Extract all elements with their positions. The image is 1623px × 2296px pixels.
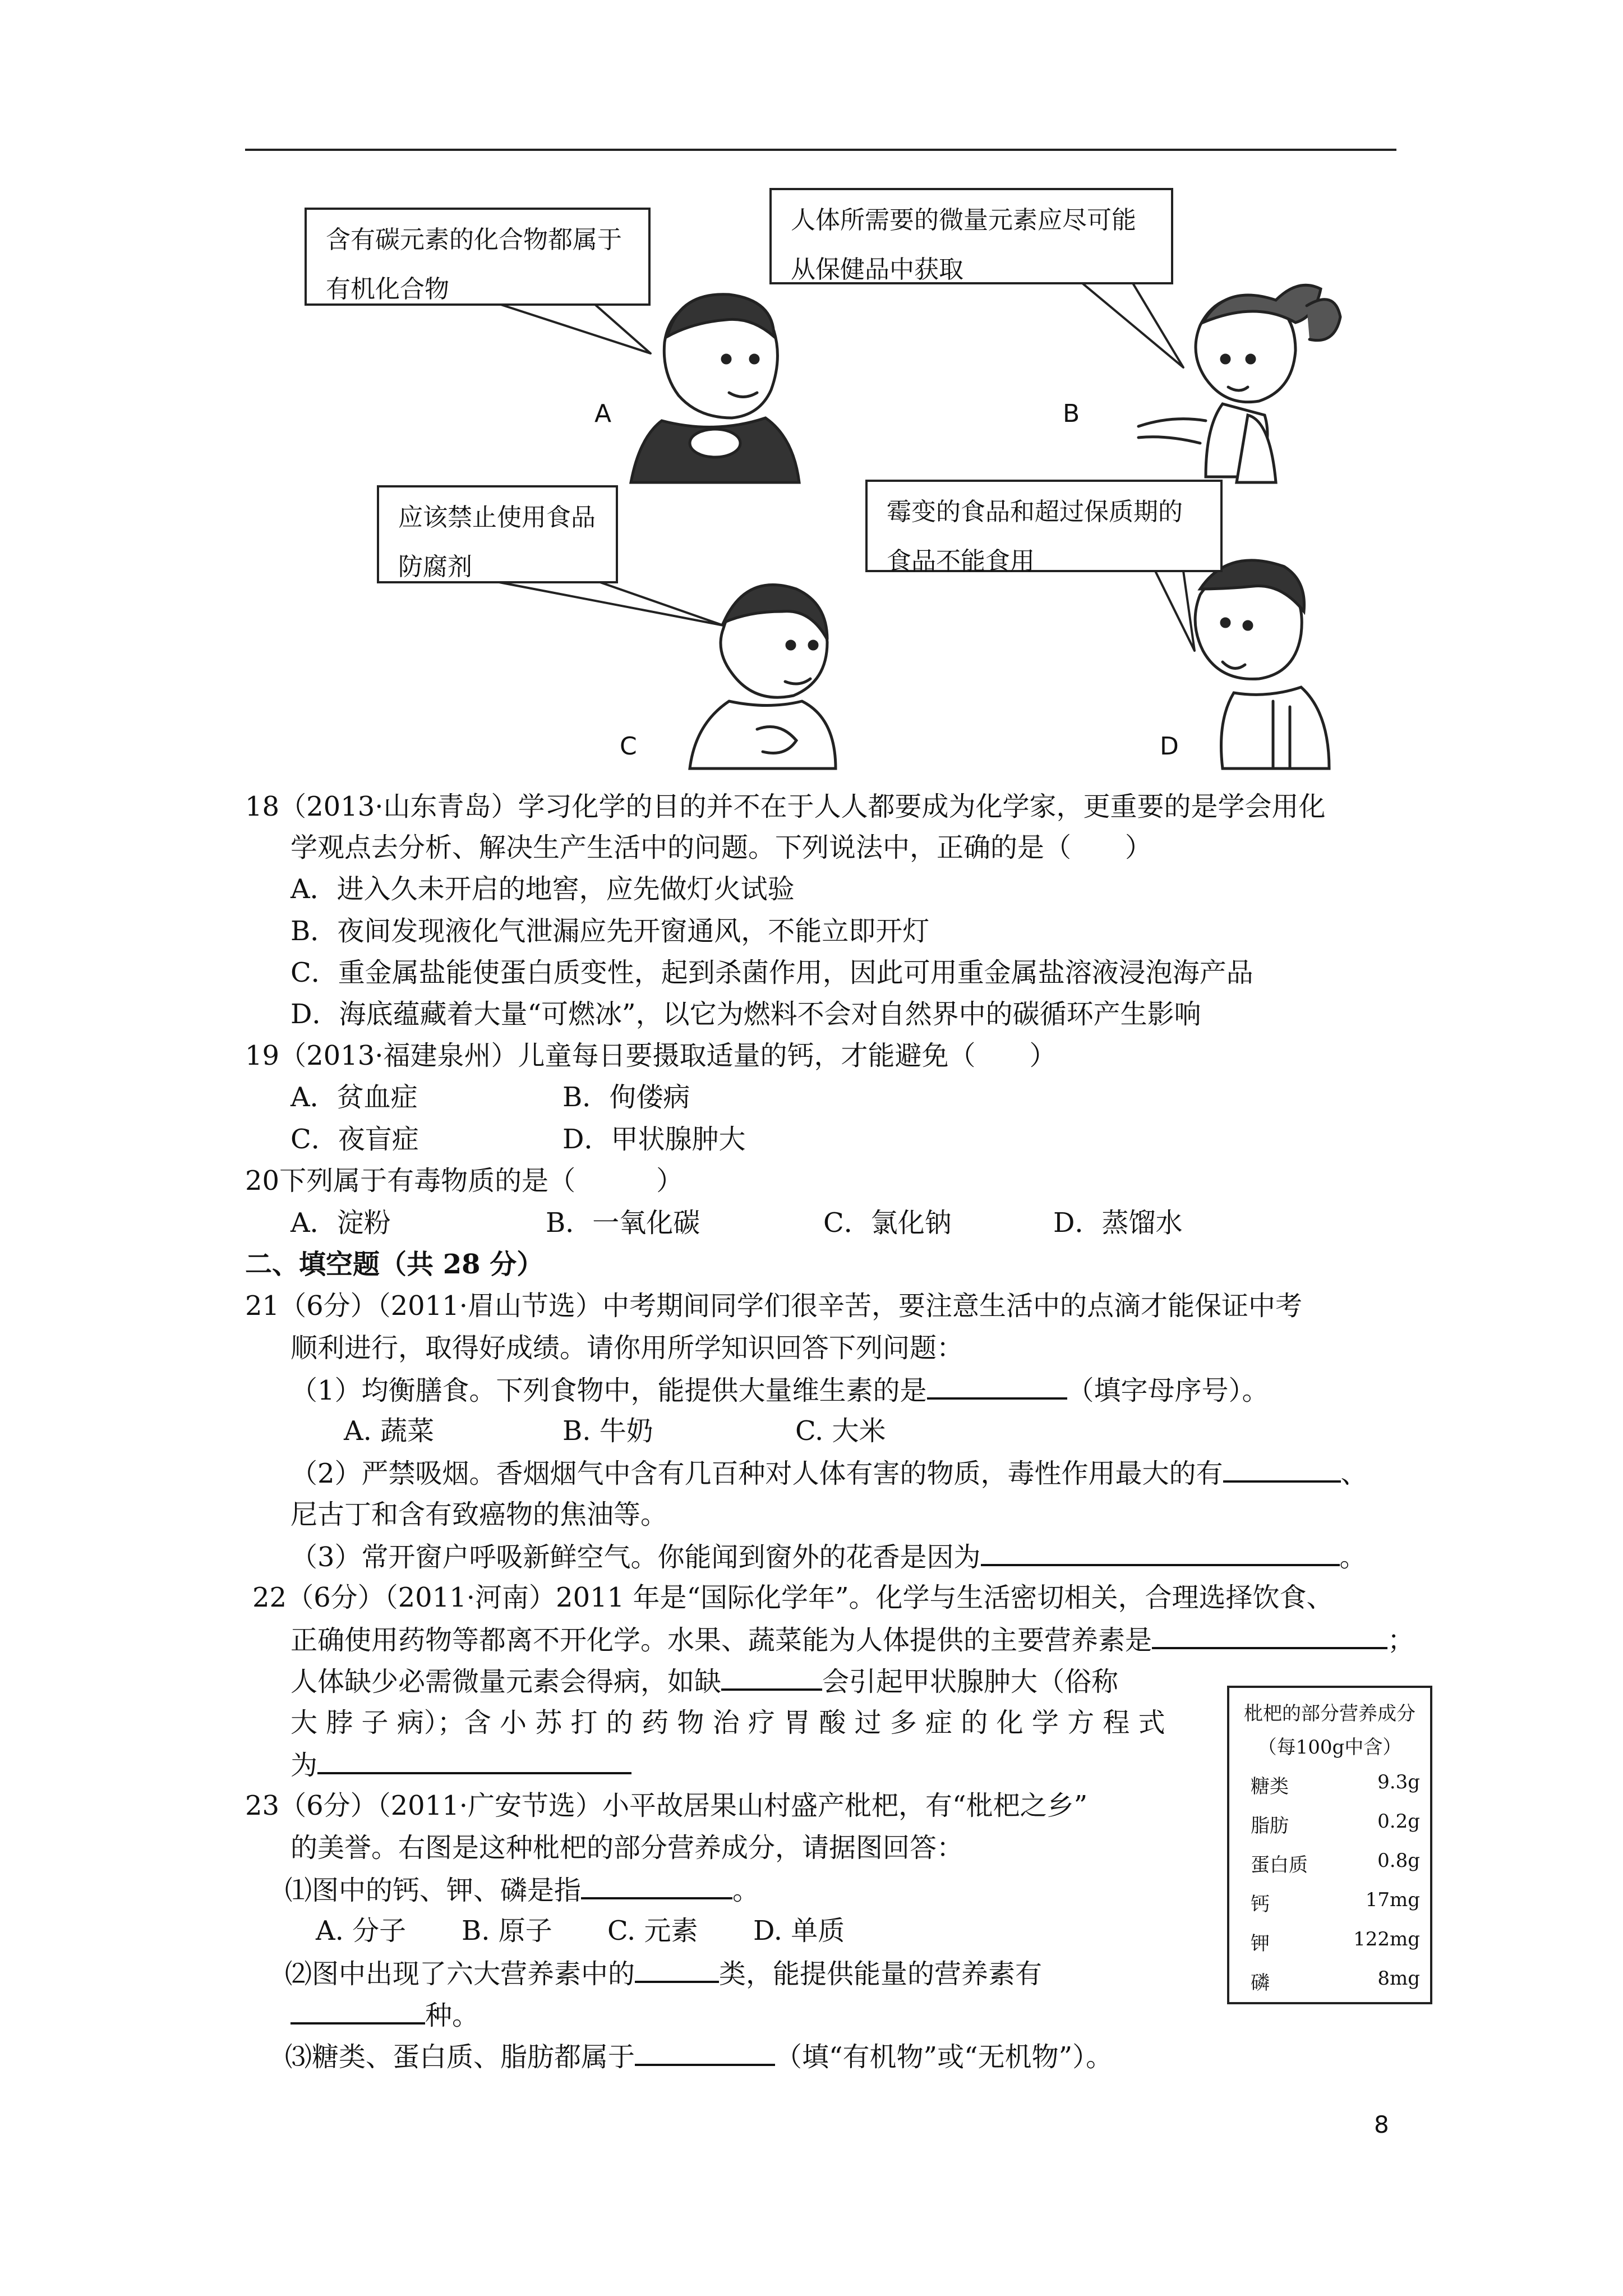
bubble-text: 防腐剂 xyxy=(398,553,472,581)
bubble-text: 人体所需要的微量元素应尽可能 xyxy=(791,206,1136,234)
q22-line-1: 22（6分）（2011·河南）2011 年是“国际化学年”。化学与生活密切相关，合理选择饮食、 xyxy=(252,1582,1334,1613)
q21-blank-1[interactable] xyxy=(927,1373,1067,1400)
q23-blank-4[interactable] xyxy=(635,2039,775,2066)
speech-bubble-a xyxy=(305,208,651,306)
q21-option-b: B. 牛奶 xyxy=(562,1415,653,1447)
q23-blank-2[interactable] xyxy=(635,1956,719,1983)
q21-part-1-text: （1）均衡膳食。下列食物中，能提供大量维生素的是 xyxy=(291,1375,927,1406)
q21-option-c: C. 大米 xyxy=(795,1415,886,1447)
speech-bubble-c xyxy=(377,485,618,583)
page-number: 8 xyxy=(1374,2111,1389,2138)
nutrient-value: 17mg xyxy=(1365,1889,1420,1911)
q22-line-5 xyxy=(291,1747,631,1782)
q20-option-c: C．氯化钠 xyxy=(823,1207,952,1239)
nutrient-name: 脂肪 xyxy=(1251,1815,1289,1837)
nutrient-name: 钾 xyxy=(1251,1932,1270,1955)
q20-stem: 20下列属于有毒物质的是（ ） xyxy=(245,1165,684,1197)
q23-part-2-cont-text: 种。 xyxy=(425,2000,479,2031)
q23-part-2-tail: 类，能提供能量的营养素有 xyxy=(719,1958,1043,1990)
q21-part-1-tail: （填字母序号）。 xyxy=(1067,1375,1269,1406)
q23-part-2 xyxy=(285,1956,1042,1991)
q23-part-3 xyxy=(285,2039,1113,2074)
q21-blank-2[interactable] xyxy=(1223,1456,1341,1483)
q22-line-2 xyxy=(291,1622,1414,1657)
figure-b-icon xyxy=(1138,285,1340,482)
bubble-tail-b xyxy=(1082,283,1183,367)
q21-part-2-text: （2）严禁吸烟。香烟烟气中含有几百种对人体有害的物质，毒性作用最大的有 xyxy=(291,1458,1223,1489)
q23-blank-3[interactable] xyxy=(291,1998,425,2024)
q21-option-a: A. 蔬菜 xyxy=(344,1415,435,1447)
q22-line-2-text: 正确使用药物等都离不开化学。水果、蔬菜能为人体提供的主要营养素是 xyxy=(291,1625,1152,1656)
figure-a-icon xyxy=(631,295,799,482)
nutrient-value: 0.8g xyxy=(1377,1849,1420,1872)
nutrient-name: 钙 xyxy=(1251,1893,1270,1916)
nutrient-name: 糖类 xyxy=(1251,1775,1289,1798)
q21-part-3 xyxy=(291,1539,1367,1574)
bubble-text: 从保健品中获取 xyxy=(791,255,963,284)
label-b: B xyxy=(1063,399,1080,428)
q19-option-c: C．夜盲症 xyxy=(291,1124,419,1155)
q19-option-b: B．佝偻病 xyxy=(562,1082,690,1113)
nutrition-row xyxy=(1251,1849,1420,1878)
bubble-text: 含有碳元素的化合物都属于 xyxy=(326,226,622,254)
q20-option-b: B．一氧化碳 xyxy=(546,1207,700,1239)
q19-stem: 19（2013·福建泉州）儿童每日要摄取适量的钙，才能避免（ ） xyxy=(245,1040,1057,1071)
q23-line-1: 23（6分）（2011·广安节选）小平故居果山村盛产枇杷，有“枇杷之乡” xyxy=(245,1790,1088,1821)
q18-option-b: B．夜间发现液化气泄漏应先开窗通风，不能立即开灯 xyxy=(291,915,930,947)
label-d: D xyxy=(1160,732,1179,761)
q23-part-2-text: ⑵图中出现了六大营养素中的 xyxy=(285,1958,635,1990)
bubble-text: 应该禁止使用食品 xyxy=(398,503,596,532)
q20-option-d: D．蒸馏水 xyxy=(1053,1207,1183,1239)
q21-part-3-tail: 。 xyxy=(1339,1542,1367,1573)
q21-blank-3[interactable] xyxy=(981,1539,1340,1566)
nutrition-row xyxy=(1251,1889,1420,1917)
figure-c-icon xyxy=(690,585,836,769)
q18-option-c: C．重金属盐能使蛋白质变性，起到杀菌作用，因此可用重金属盐溶液浸泡海产品 xyxy=(291,957,1253,988)
q21-part-2-cont: 尼古丁和含有致癌物的焦油等。 xyxy=(291,1499,668,1530)
bubble-text: 食品不能食用 xyxy=(887,547,1035,576)
nutrition-table-title: 枇杷的部分营养成分 xyxy=(1244,1703,1415,1725)
q22-blank-3[interactable] xyxy=(317,1747,631,1774)
nutrition-table xyxy=(1227,1686,1432,2004)
q22-line-4: 大 脖 子 病）；含 小 苏 打 的 药 物 治 疗 胃 酸 过 多 症 的 化 学 方 程 式 xyxy=(291,1707,1165,1738)
figure-d-icon xyxy=(1195,560,1329,769)
q23-blank-1[interactable] xyxy=(581,1872,732,1899)
q22-line-3 xyxy=(291,1664,1118,1699)
nutrition-row xyxy=(1251,1967,1420,1995)
q18-stem-1: 18（2013·山东青岛）学习化学的目的并不在于人人都要成为化学家，更重要的是学会用化 xyxy=(245,791,1326,822)
q20-option-a: A．淀粉 xyxy=(291,1207,391,1239)
nutrient-name: 蛋白质 xyxy=(1251,1854,1308,1876)
q21-part-2 xyxy=(291,1456,1368,1490)
q19-option-a: A．贫血症 xyxy=(291,1082,418,1113)
q22-line-3-tail: 会引起甲状腺肿大（俗称 xyxy=(822,1666,1119,1697)
q21-part-3-text: （3）常开窗户呼吸新鲜空气。你能闻到窗外的花香是因为 xyxy=(291,1542,981,1573)
q19-option-d: D．甲状腺肿大 xyxy=(562,1124,746,1155)
q23-part-2-cont xyxy=(291,1998,479,2032)
nutrient-value: 8mg xyxy=(1377,1967,1420,1990)
q23-option-a: A. 分子 xyxy=(316,1915,407,1947)
bubble-text: 霉变的食品和超过保质期的 xyxy=(887,498,1183,526)
label-c: C xyxy=(620,732,637,761)
q23-part-3-tail: （填“有机物”或“无机物”）。 xyxy=(775,2041,1113,2073)
q22-line-2-tail: ； xyxy=(1387,1625,1415,1656)
nutrition-row xyxy=(1251,1771,1420,1799)
q21-stem-2: 顺利进行，取得好成绩。请你用所学知识回答下列问题： xyxy=(291,1332,964,1364)
speech-bubble-b xyxy=(769,188,1173,284)
speech-bubble-d xyxy=(865,480,1223,576)
nutrient-value: 0.2g xyxy=(1377,1810,1420,1833)
bubble-text: 有机化合物 xyxy=(326,275,449,303)
q23-option-b: B. 原子 xyxy=(462,1915,552,1947)
q23-part-1 xyxy=(285,1872,759,1907)
nutrition-row xyxy=(1251,1810,1420,1838)
cartoon-illustration xyxy=(0,0,1623,797)
q21-stem-1: 21（6分）（2011·眉山节选）中考期间同学们很辛苦，要注意生活中的点滴才能保证中考 xyxy=(245,1290,1303,1322)
q23-part-1-tail: 。 xyxy=(732,1875,760,1906)
nutrition-table-subtitle: （每100g中含） xyxy=(1257,1736,1402,1759)
q23-part-1-text: ⑴图中的钙、钾、磷是指 xyxy=(285,1875,582,1906)
q23-part-3-text: ⑶糖类、蛋白质、脂肪都属于 xyxy=(285,2041,635,2073)
q23-line-2: 的美誉。右图是这种枇杷的部分营养成分，请据图回答： xyxy=(291,1832,964,1864)
nutrient-value: 122mg xyxy=(1353,1928,1420,1950)
nutrient-value: 9.3g xyxy=(1377,1771,1420,1793)
q22-blank-1[interactable] xyxy=(1152,1622,1387,1649)
q18-option-a: A．进入久未开启的地窖，应先做灯火试验 xyxy=(291,873,795,905)
q22-line-3-text: 人体缺少必需微量元素会得病，如缺 xyxy=(291,1666,722,1697)
nutrition-row xyxy=(1251,1928,1420,1956)
section-heading: 二、填空题（共 28 分） xyxy=(245,1249,544,1280)
q18-stem-2: 学观点去分析、解决生产生活中的问题。下列说法中，正确的是（ ） xyxy=(291,832,1152,863)
q21-part-2-tail: 、 xyxy=(1340,1458,1368,1489)
q22-blank-2[interactable] xyxy=(721,1664,822,1691)
label-a: A xyxy=(594,399,612,428)
q21-part-1 xyxy=(291,1373,1269,1407)
q22-line-5-text: 为 xyxy=(291,1750,318,1781)
nutrient-name: 磷 xyxy=(1251,1972,1270,1994)
q23-option-d: D. 单质 xyxy=(753,1915,845,1947)
q23-option-c: C. 元素 xyxy=(607,1915,698,1947)
q18-option-d: D．海底蕴藏着大量“可燃冰”，以它为燃料不会对自然界中的碳循环产生影响 xyxy=(291,999,1201,1030)
